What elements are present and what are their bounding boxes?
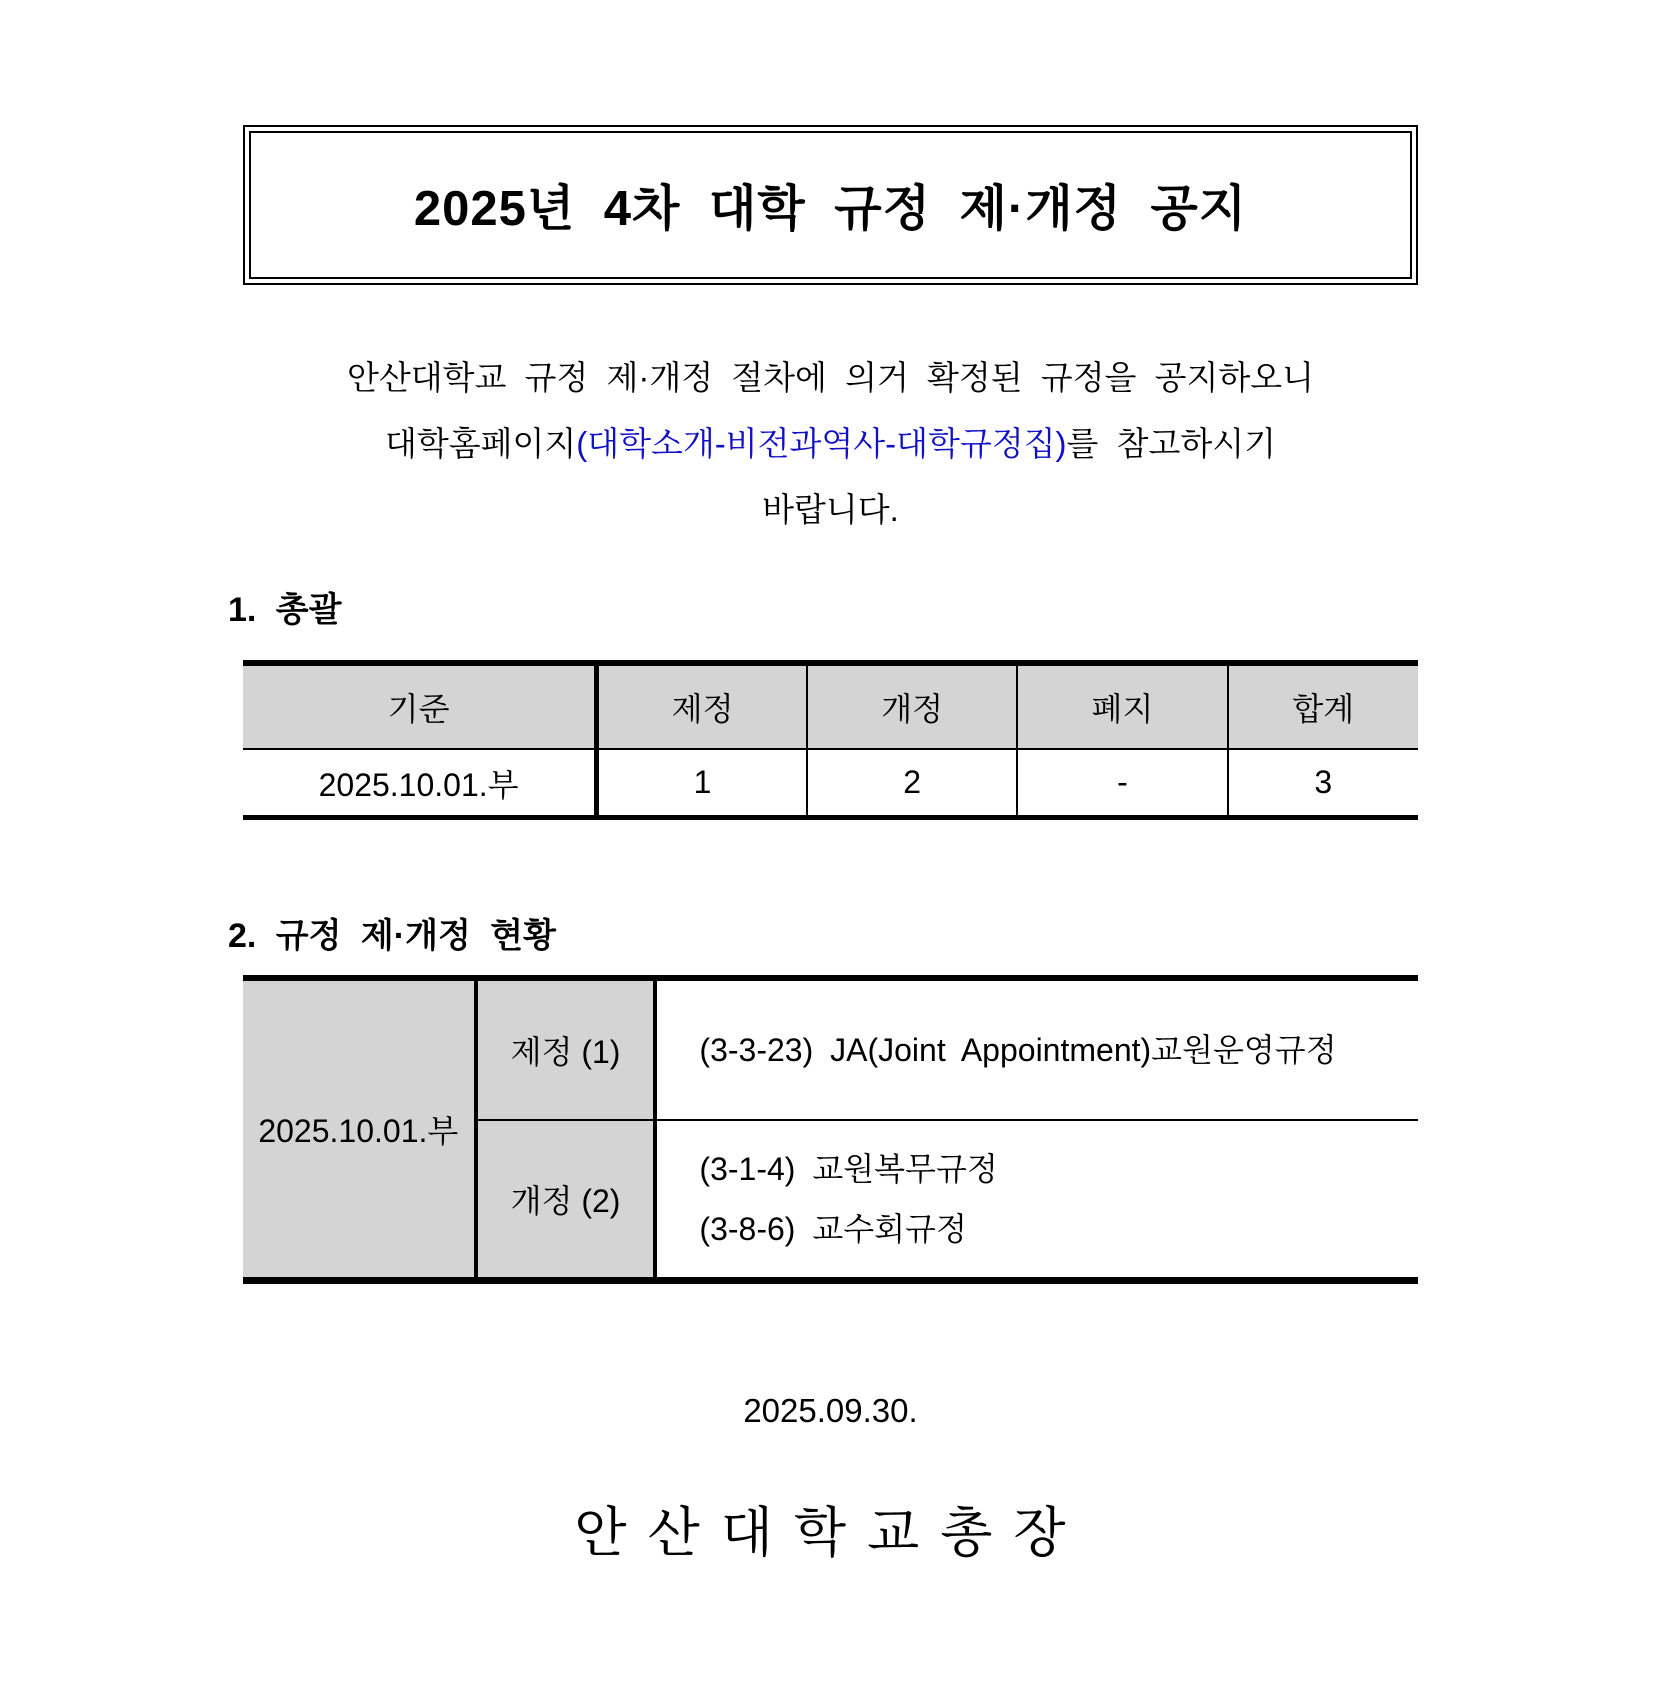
overview-col-basis: 기준 [243,663,597,749]
overview-abolished-count: - [1017,749,1227,818]
status-row-enactment [243,978,1418,1120]
section-2-heading: 2. 규정 제·개정 현황 [228,917,556,955]
overview-col-abolished: 폐지 [1017,663,1227,749]
overview-col-total: 합계 [1228,663,1418,749]
title-box-inner-border [249,131,1412,279]
status-table [243,975,1418,1284]
overview-col-enacted: 제정 [597,663,807,749]
category-cell-enactment: 제정 (1) [476,978,656,1120]
notice-paragraph [233,345,1428,543]
homepage-menu-path-link[interactable]: (대학소개-비전과역사-대학규정집) [576,425,1067,462]
regulation-item: (3-8-6) 교수회규정 [699,1211,967,1247]
title-box [243,125,1418,285]
overview-table [243,660,1418,820]
overview-enacted-count: 1 [597,749,807,818]
homepage-label: 대학홈페이지 [385,425,577,462]
notice-line-3: 바랍니다. [762,491,899,528]
regulation-list-revision [655,1120,1418,1281]
notice-line-2 [233,411,1428,477]
notice-line-1: 안산대학교 규정 제·개정 절차에 의거 확정된 규정을 공지하오니 [347,359,1314,396]
notice-line-2-suffix: 를 참고하시기 [1066,425,1276,462]
publication-date: 2025.09.30. [743,1392,918,1429]
document-title: 2025년 4차 대학 규정 제·개정 공지 [413,182,1248,236]
section-1-heading: 1. 총괄 [228,591,342,629]
regulation-item: (3-1-4) 교원복무규정 [699,1151,998,1187]
category-cell-revision: 개정 (2) [476,1120,656,1281]
overview-basis-value: 2025.10.01.부 [243,749,597,818]
overview-revised-count: 2 [807,749,1017,818]
signature-president: 안산대학교총장 [574,1503,1087,1563]
effective-date-cell: 2025.10.01.부 [243,978,476,1281]
overview-header-row [243,663,1418,749]
regulation-list-enactment [655,978,1418,1120]
regulation-item: (3-3-23) JA(Joint Appointment)교원운영규정 [699,1032,1337,1068]
overview-data-row [243,749,1418,818]
overview-col-revised: 개정 [807,663,1017,749]
overview-total-count: 3 [1314,764,1333,800]
